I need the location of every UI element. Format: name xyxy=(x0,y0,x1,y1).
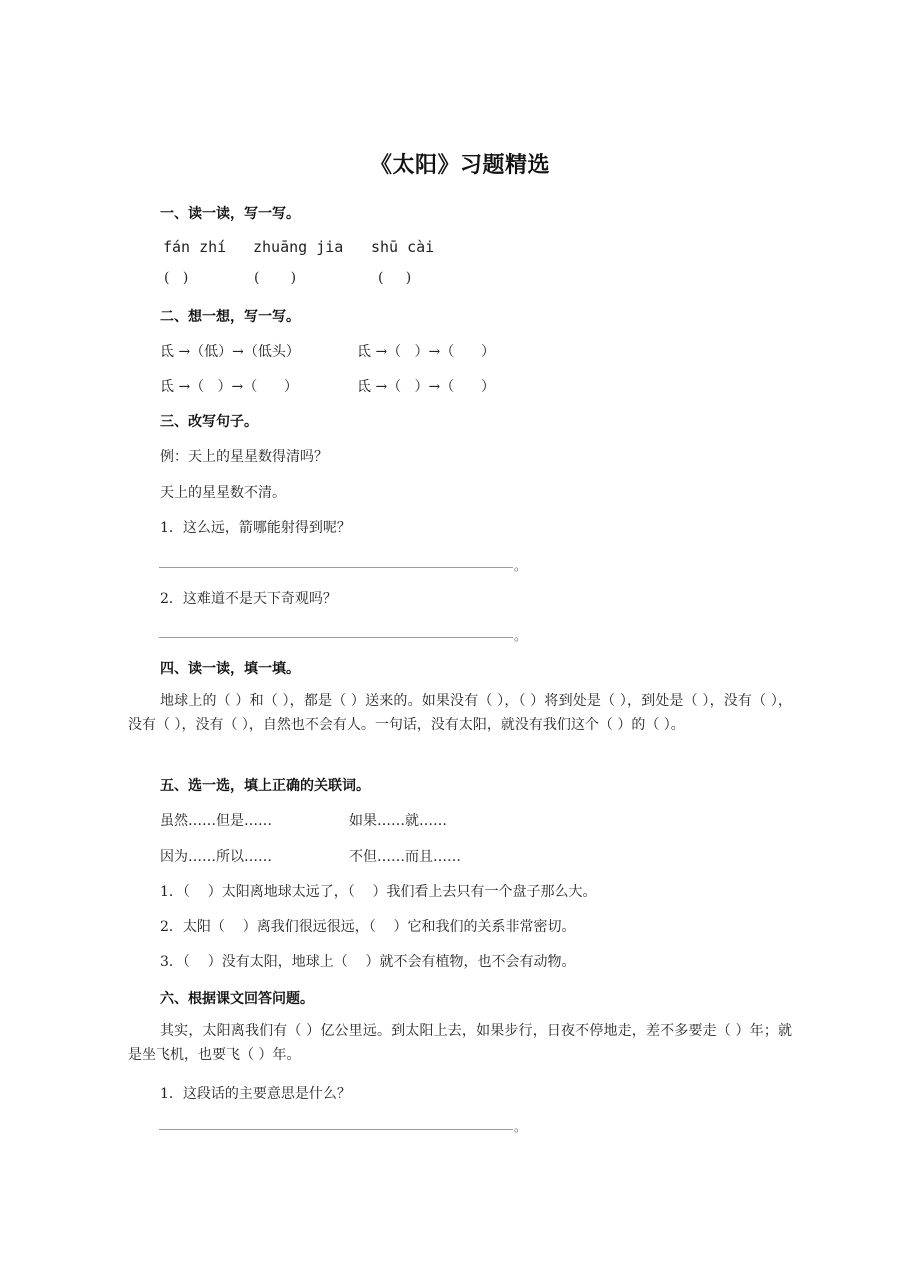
reading-paragraph[interactable]: 其实，太阳离我们有（ ）亿公里远。到太阳上去，如果步行，日夜不停地走，差不多要走（ ）年；就是坐飞机，也要飞（ ）年。 xyxy=(128,1023,792,1063)
conjunction-option-1: 虽然……但是…… xyxy=(160,813,272,829)
question-5-2[interactable]: 2．太阳（ ）离我们很远很远，（ ）它和我们的关系非常密切。 xyxy=(160,919,576,935)
section-6-heading: 六、根据课文回答问题。 xyxy=(160,991,314,1007)
answer-line-3-2[interactable] xyxy=(159,637,513,638)
page-title: 《太阳》习题精选 xyxy=(369,153,550,178)
question-3-2: 2．这难道不是天下奇观吗？ xyxy=(160,591,337,607)
section-5-heading: 五、选一选，填上正确的关联词。 xyxy=(160,778,370,794)
question-5-1[interactable]: 1．（ ）太阳离地球太远了，（ ）我们看上去只有一个盘子那么大。 xyxy=(160,884,597,900)
char-chain-2[interactable]: 氐 →（ ）→（ ） xyxy=(357,344,495,360)
answer-line-6-1[interactable] xyxy=(159,1129,513,1130)
char-chain-3[interactable]: 氐 →（ ）→（ ） xyxy=(160,379,298,395)
question-5-3[interactable]: 3．（ ）没有太阳，地球上（ ）就不会有植物，也不会有动物。 xyxy=(160,954,576,970)
example-answer: 天上的星星数不清。 xyxy=(160,485,286,501)
section-1-heading: 一、读一读，写一写。 xyxy=(160,206,300,222)
pinyin-1: fán zhí xyxy=(163,238,227,256)
example-question: 例：天上的星星数得清吗？ xyxy=(160,449,328,465)
answer-blank-1[interactable]: ( ) xyxy=(164,270,189,286)
answer-blank-3[interactable]: ( ) xyxy=(378,270,412,286)
section-3-heading: 三、改写句子。 xyxy=(160,414,258,430)
answer-blank-2[interactable]: ( ) xyxy=(254,270,297,286)
conjunction-option-4: 不但……而且…… xyxy=(349,849,461,865)
pinyin-3: shū cài xyxy=(371,238,435,256)
section-4-heading: 四、读一读，填一填。 xyxy=(160,661,300,677)
answer-line-period: 。 xyxy=(514,629,527,643)
conjunction-option-3: 因为……所以…… xyxy=(160,849,272,865)
question-3-1: 1．这么远，箭哪能射得到呢？ xyxy=(160,520,351,536)
char-chain-1: 氐 →（低）→（低头） xyxy=(160,344,300,360)
section-2-heading: 二、想一想，写一写。 xyxy=(160,309,300,325)
answer-line-period: 。 xyxy=(514,1120,527,1134)
answer-line-period: 。 xyxy=(514,559,527,573)
fill-in-paragraph[interactable]: 地球上的（ ）和（ ），都是（ ）送来的。如果没有（ ），（ ）将到处是（ ），到处是（ ），没有（ ），没有（ ），没有（ ），自然也不会有人。一句话，没有太阳，就没有我们这个（ ）的（ ）。 xyxy=(128,693,792,733)
answer-line-3-1[interactable] xyxy=(159,567,513,568)
question-6-1: 1．这段话的主要意思是什么？ xyxy=(160,1086,351,1102)
conjunction-option-2: 如果……就…… xyxy=(349,813,447,829)
char-chain-4[interactable]: 氐 →（ ）→（ ） xyxy=(357,379,495,395)
pinyin-2: zhuāng jia xyxy=(253,238,344,256)
